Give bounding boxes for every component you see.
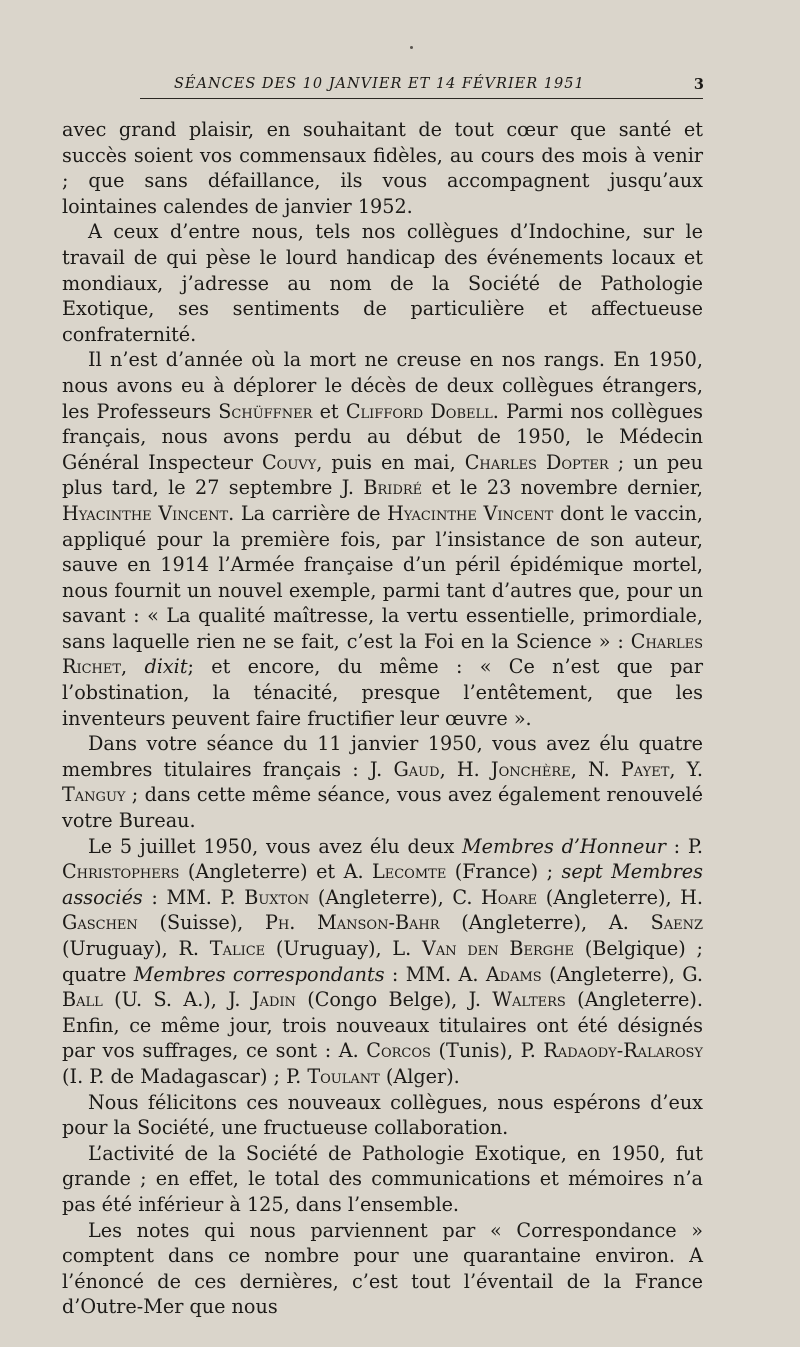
emphasis-text: Membres correspondants <box>133 962 385 986</box>
person-name: Tanguy <box>62 783 126 807</box>
paragraph <box>62 731 703 833</box>
paragraph <box>62 1090 703 1141</box>
person-name: Radaody-Ralarosy <box>543 1039 703 1063</box>
text-run: Le 5 juillet 1950, vous avez élu deux <box>88 834 463 858</box>
text-run: Les notes qui nous parviennent par « Correspondance » comptent dans ce nombre pour une quarantaine environ. A l’énoncé de ces dernières, c’est tout l’éventail de la France d’Outre-Mer que nous <box>62 1218 703 1319</box>
paragraph <box>62 834 703 1090</box>
text-run: (Congo Belge), J. <box>295 988 493 1012</box>
text-run: , puis en mai, <box>316 450 465 474</box>
person-name: Adams <box>485 962 542 986</box>
person-name: Ph. Manson-Bahr <box>265 911 440 935</box>
person-name: Corcos <box>366 1039 431 1063</box>
text-run: : MM. A. <box>384 962 486 986</box>
page-number: 3 <box>693 76 705 93</box>
paragraph <box>62 347 703 731</box>
text-run: ; dans cette même séance, vous avez également renouvelé votre Bureau. <box>62 783 703 833</box>
print-speck <box>410 46 413 49</box>
text-run: et le 23 novembre dernier, <box>422 476 703 500</box>
text-run: (Angleterre) et A. <box>179 860 372 884</box>
text-run: . La carrière de <box>228 501 388 525</box>
text-run: ; un peu plus tard, le 27 septembre J. <box>62 450 703 500</box>
body-text <box>62 117 703 1320</box>
person-name: Clifford Dobell <box>345 399 493 423</box>
person-name: Lecomte <box>372 860 447 884</box>
text-run: (Suisse), <box>137 911 266 935</box>
person-name: Walters <box>492 988 566 1012</box>
text-run: (Belgique) ; quatre <box>62 937 703 986</box>
text-run: (Angleterre), C. <box>309 885 482 909</box>
person-name: Ball <box>62 988 103 1012</box>
paragraph <box>62 1141 703 1218</box>
text-run: , N. <box>570 757 621 781</box>
emphasis-text: dixit <box>144 655 188 679</box>
person-name: Jadin <box>251 988 296 1012</box>
person-name: Schüffner <box>218 399 313 423</box>
text-run: (Tunis), P. <box>430 1039 544 1063</box>
paragraph <box>62 1218 703 1320</box>
person-name: Hyacinthe Vincent <box>387 501 554 525</box>
text-run: , Y. <box>669 757 704 781</box>
person-name: Payet <box>620 757 670 781</box>
emphasis-text: sept Membres associés <box>62 860 703 909</box>
person-name: Christophers <box>62 860 180 884</box>
text-run: : P. <box>665 834 703 858</box>
text-run: A ceux d’entre nous, tels nos collègues d’Indochine, sur le travail de qui pèse le lourd handicap des événements locaux et mondiaux, j’adresse au nom de la Société de Pathologie Exotique, ses sentiments de particulière et affectueuse confraternité. <box>62 220 703 346</box>
text-run: Dans votre séance du 11 janvier 1950, vous avez élu quatre membres titulaires français : J. <box>62 732 703 781</box>
text-run: (Angleterre), H. <box>537 885 704 909</box>
text-run: (France) ; <box>446 860 562 884</box>
text-run: (Uruguay), L. <box>265 937 422 960</box>
paragraph <box>62 219 703 347</box>
person-name: Saenz <box>650 911 703 935</box>
text-run: , <box>121 655 145 679</box>
person-name: Couvy <box>261 450 317 474</box>
running-title: SÉANCES DES 10 JANVIER ET 14 FÉVRIER 1951 <box>174 76 585 92</box>
text-run: ; et encore, du même : « Ce n’est que par l’obstination, la ténacité, presque l’entêtement, que les inventeurs peuvent faire fructifier leur œuvre ». <box>62 655 703 730</box>
person-name: Charles Dopter <box>464 450 609 474</box>
text-run: , H. <box>439 757 491 781</box>
text-run: (Angleterre), G. <box>541 962 704 986</box>
person-name: Talice <box>209 937 266 960</box>
person-name: Hyacinthe Vincent <box>62 501 229 525</box>
text-run: dont le vaccin, appliqué pour la première fois, par l’insistance de son auteur, sauve en 1914 l’Armée française d’un péril épidémique mortel, nous fournit un nouvel exemple, parmi tant d’autres que, pour un savant : « La qualité maîtresse, la vertu essentielle, primordiale, sans laquelle rien ne se fait, c’est la Foi en la Science » : <box>62 501 703 653</box>
text-run: Nous félicitons ces nouveaux collègues, nous espérons d’eux pour la Société, une fructueuse collaboration. <box>62 1090 703 1140</box>
text-run: (Uruguay), R. <box>62 937 210 960</box>
text-run: Il n’est d’année où la mort ne creuse en nos rangs. En 1950, nous avons eu à déplorer le décès de deux collègues étrangers, les Professeurs <box>62 348 703 423</box>
person-name: Bridré <box>363 476 423 500</box>
person-name: Jonchère <box>490 757 571 781</box>
text-run: (Alger). <box>379 1064 460 1088</box>
person-name: Toulant <box>307 1064 380 1088</box>
text-run: avec grand plaisir, en souhaitant de tout cœur que santé et succès soient vos commensaux fidèles, au cours des mois à venir ; que sans défaillance, ils vous accompagnent jusqu’aux lointaines calendes de janvier 1952. <box>62 118 703 218</box>
person-name: Buxton <box>244 885 310 909</box>
person-name: Hoare <box>481 885 538 909</box>
text-run: (I. P. de Madagascar) ; P. <box>62 1064 308 1088</box>
text-run: : MM. P. <box>142 885 245 909</box>
text-run: (U. S. A.), J. <box>102 988 252 1012</box>
person-name: Gaud <box>393 757 440 781</box>
person-name: Van den Berghe <box>422 937 575 960</box>
text-run: L’activité de la Société de Pathologie Exotique, en 1950, fut grande ; en effet, le total des communications et mémoires n’a pas été inférieur à 125, dans l’ensemble. <box>62 1141 703 1216</box>
emphasis-text: Membres d’Honneur <box>462 834 666 858</box>
person-name: Gaschen <box>62 911 138 935</box>
text-run: (Angleterre), A. <box>439 911 651 935</box>
person-name: Charles Richet <box>62 629 703 679</box>
text-run: . Parmi nos collègues français, nous avons perdu au début de 1950, le Médecin Général Inspecteur <box>62 399 703 474</box>
text-run: (Angleterre). Enfin, ce même jour, trois nouveaux titulaires ont été désignés par vos suffrages, ce sont : A. <box>62 988 703 1063</box>
paragraph <box>62 117 703 219</box>
text-run: et <box>312 399 346 423</box>
running-header <box>140 72 703 99</box>
